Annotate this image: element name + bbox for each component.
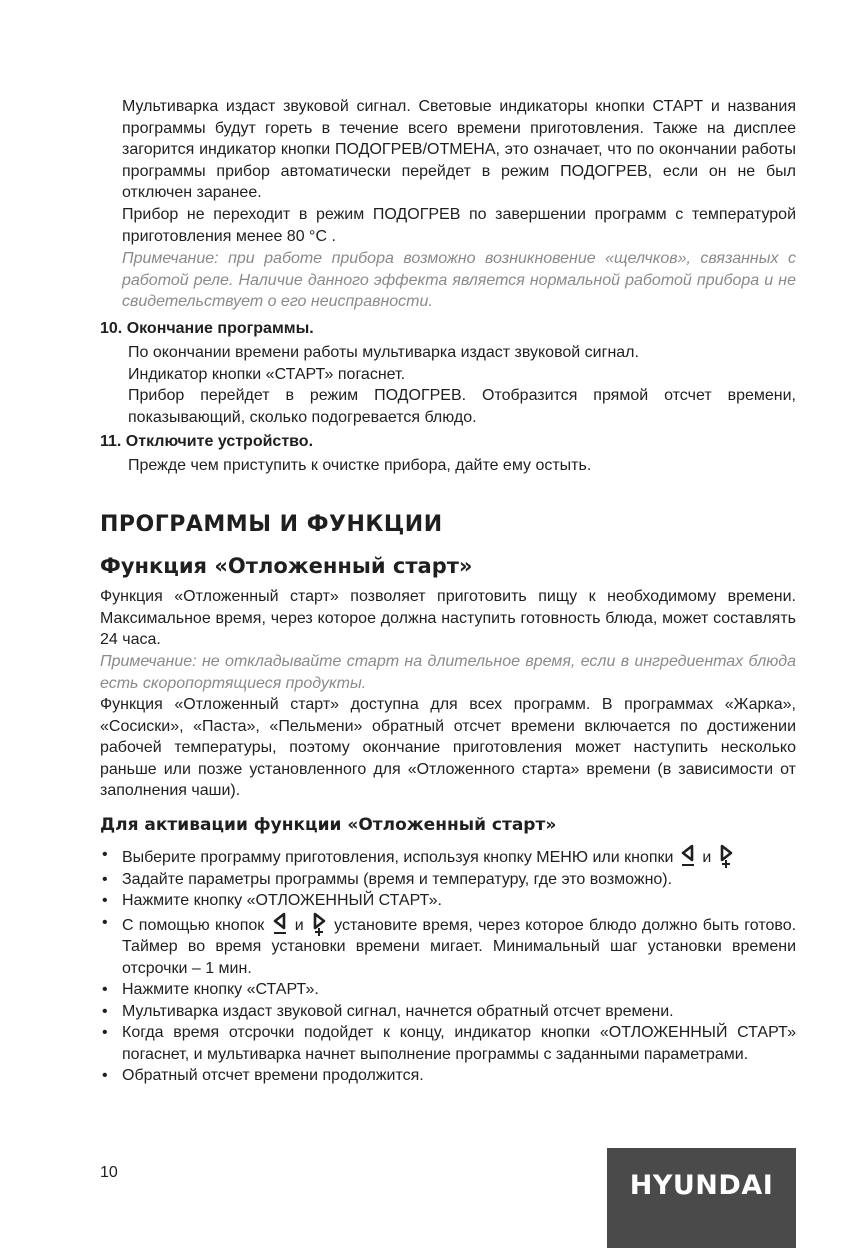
activation-title: Для активации функции «Отложенный старт» <box>100 815 557 835</box>
bullet-4-post: установите время, через которое блюдо должно быть готово. Таймер во время установки времени мигает. Минимальный шаг установки времени отсрочки – 1 мин. <box>122 916 797 977</box>
step-10-title: 10. Окончание программы. <box>100 320 314 337</box>
list-item: • Нажмите кнопку «ОТЛОЖЕННЫЙ СТАРТ». <box>100 890 796 912</box>
list-item <box>100 912 796 980</box>
intro-note: Примечание: при работе прибора возможно возникновение «щелчков», связанных с работой реле. Наличие данного эффекта является нормальной работой прибора и не свидетельствует о его неисправности. <box>122 250 796 310</box>
step-11-title: 11. Отключите устройство. <box>100 433 314 450</box>
step-11-line-1: Прежде чем приступить к очистке прибора, дайте ему остыть. <box>128 457 592 474</box>
step-10-line-1: По окончании времени работы мультиварка издаст звуковой сигнал. <box>128 344 639 361</box>
list-item: • Нажмите кнопку «СТАРТ». <box>100 979 796 1001</box>
delay-paragraph-2: Функция «Отложенный старт» доступна для всех программ. В программах «Жарка», «Сосиски», «Паста», «Пельмени» обратный отсчет времени включается по достижении рабочей температуры, поэтому окончание приготовления может наступить несколько раньше или позже установленного для «Отложенного старта» времени (в зависимости от заполнения чаши). <box>100 696 796 799</box>
section-title: ПРОГРАММЫ И ФУНКЦИИ <box>100 512 443 537</box>
list-item <box>100 844 796 869</box>
intro-paragraph-1: Мультиварка издаст звуковой сигнал. Световые индикаторы кнопки СТАРТ и названия программы будут гореть в течение всего времени приготовления. Также на дисплее загорится индикатор кнопки ПОДОГРЕВ/ОТМЕНА, это означает, что по окончании работы программы прибор автоматически перейдет в режим ПОДОГРЕВ, если он не был отключен заранее. <box>122 98 796 201</box>
brand-logo-block <box>607 1148 796 1248</box>
list-item: • Когда время отсрочки подойдет к концу, индикатор кнопки «ОТЛОЖЕННЫЙ СТАРТ» погаснет, и мультиварка начнет выполнение программы с заданными параметрами. <box>100 1022 796 1065</box>
right-triangle-plus-icon <box>718 844 734 868</box>
intro-paragraph-2: Прибор не переходит в режим ПОДОГРЕВ по завершении программ с температурой приготовления менее 80 °C . <box>122 206 796 245</box>
left-triangle-minus-icon <box>272 912 288 936</box>
bullet-4-and: и <box>294 916 304 934</box>
step-10-line-3: Прибор перейдет в режим ПОДОГРЕВ. Отобразится прямой отсчет времени, показывающий, сколько подогревается блюдо. <box>128 387 796 426</box>
delay-paragraph-1: Функция «Отложенный старт» позволяет приготовить пищу к необходимому времени. Максимальное время, через которое должна наступить готовность блюда, может составлять 24 часа. <box>100 588 796 648</box>
bullet-4-pre: С помощью кнопок <box>122 916 265 934</box>
step-10-line-2: Индикатор кнопки «СТАРТ» погаснет. <box>128 366 406 383</box>
list-item: • Задайте параметры программы (время и температуру, где это возможно). <box>100 869 796 891</box>
bullet-1-and: и <box>702 849 712 866</box>
brand-logo-text: HYUNDAI <box>629 1170 774 1201</box>
activation-steps-list <box>100 844 796 1087</box>
delay-start-title: Функция «Отложенный старт» <box>100 554 473 578</box>
left-triangle-minus-icon <box>680 844 696 868</box>
list-item: • Обратный отсчет времени продолжится. <box>100 1065 796 1087</box>
page-number: 10 <box>100 1164 118 1181</box>
bullet-1-text: Выберите программу приготовления, используя кнопку МЕНЮ или кнопки <box>122 849 674 866</box>
right-triangle-plus-icon <box>311 912 327 936</box>
list-item: • Мультиварка издаст звуковой сигнал, начнется обратный отсчет времени. <box>100 1001 796 1023</box>
delay-note: Примечание: не откладывайте старт на длительное время, если в ингредиентах блюда есть скоропортящиеся продукты. <box>100 653 796 692</box>
